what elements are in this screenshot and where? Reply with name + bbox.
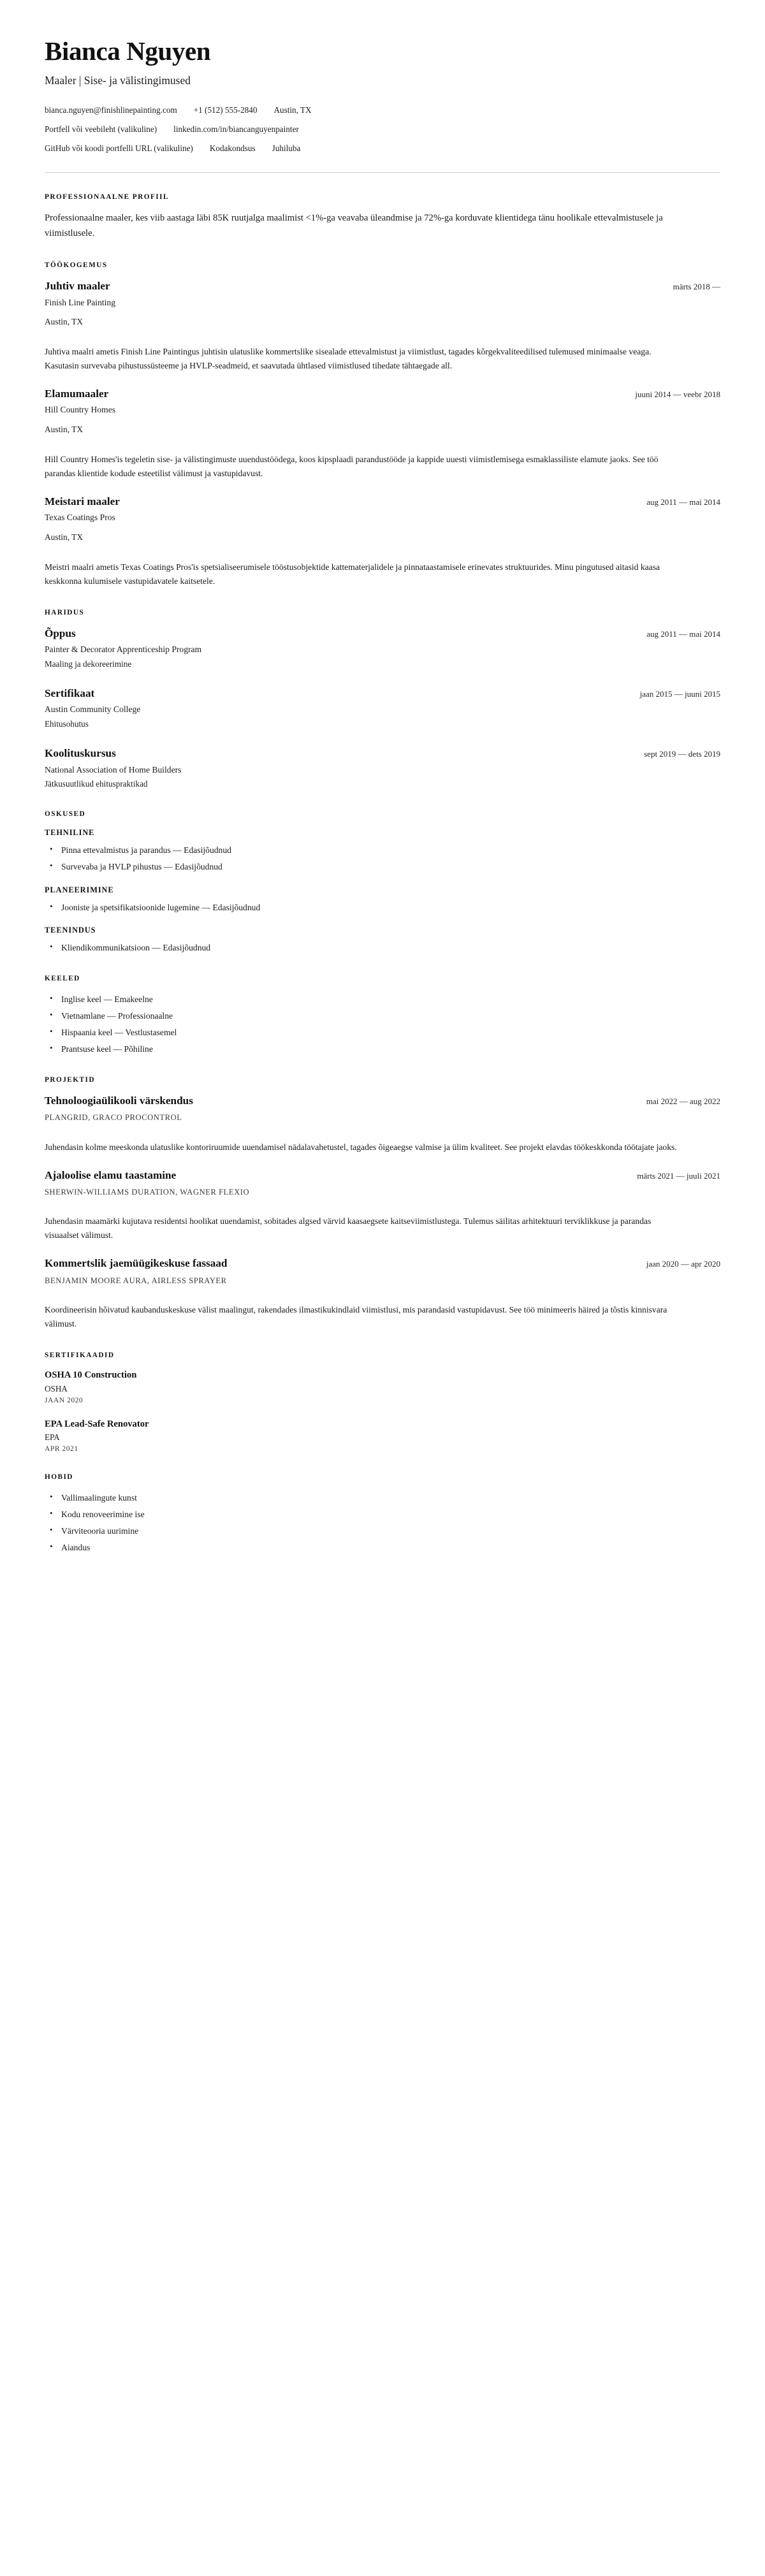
- certificate-date: APR 2021: [45, 1444, 78, 1453]
- certificate-issuer: EPA: [45, 1432, 60, 1443]
- project-entry: [45, 1168, 720, 1243]
- section-title-hobbies: HOBID: [45, 1473, 73, 1481]
- job-location: Austin, TX: [45, 532, 84, 542]
- hobby-item: • Aiandus: [45, 1541, 720, 1554]
- education-date-range: aug 2011 — mai 2014: [646, 629, 720, 639]
- education-entry-head: [45, 627, 720, 641]
- job-description: Meistri maalri ametis Texas Coatings Pros'is spetsialiseerumisele tööstusobjektide kattematerjalidele ja pinnataastamisele erinevates struktuurides. Minu pingutused aitasid kaasa keskkonna kulumisele vastupidavatele kaitsetele.: [45, 562, 660, 586]
- experience-entry-head: [45, 495, 720, 509]
- education-entry: [45, 746, 720, 790]
- skill-item: • Kliendikommunikatsioon — Edasijõudnud: [45, 941, 720, 954]
- section-languages: [45, 975, 720, 1056]
- education-institution: Austin Community College: [45, 704, 141, 715]
- section-title-projects: PROJEKTID: [45, 1075, 95, 1084]
- contact-portfolio-placeholder[interactable]: Portfell või veebileht (valikuline): [45, 124, 157, 134]
- job-title: Elamumaaler: [45, 388, 109, 400]
- job-location: Austin, TX: [45, 425, 84, 435]
- experience-entry-head: [45, 279, 720, 293]
- education-field: Maaling ja dekoreerimine: [45, 659, 132, 669]
- certificate-name: EPA Lead-Safe Renovator: [45, 1418, 149, 1429]
- project-entry: [45, 1256, 720, 1331]
- hobby-list: [45, 1491, 720, 1554]
- skill-item: • Pinna ettevalmistus ja parandus — Edasijõudnud: [45, 843, 720, 857]
- contact-citizenship: Kodakondsus: [209, 143, 256, 153]
- contact-email[interactable]: bianca.nguyen@finishlinepainting.com: [45, 105, 177, 115]
- education-degree: Õppus: [45, 627, 76, 639]
- skill-list: [45, 901, 720, 914]
- project-title: Ajaloolise elamu taastamine: [45, 1168, 177, 1181]
- section-title-languages: KEELED: [45, 974, 80, 982]
- job-title: Meistari maaler: [45, 495, 120, 507]
- job-title: Juhtiv maaler: [45, 280, 110, 293]
- job-date-range: aug 2011 — mai 2014: [646, 497, 720, 507]
- skill-group: [45, 926, 720, 954]
- skill-group: [45, 828, 720, 873]
- education-entry: [45, 687, 720, 730]
- education-date-range: sept 2019 — dets 2019: [644, 749, 720, 759]
- job-date-range: märts 2018 —: [673, 282, 720, 292]
- project-tools: BENJAMIN MOORE AURA, AIRLESS SPRAYER: [45, 1276, 227, 1285]
- project-description: Juhendasin maamärki kujutava residentsi hoolikat uuendamist, sobitades algsed värvid kaasaegsete kaitseviimistlustega. Tulemus säilitas arhitektuuri terviklikkuse ja parandas visuaalset välimust.: [45, 1216, 652, 1241]
- certificate-date: JAAN 2020: [45, 1395, 84, 1404]
- project-entry: [45, 1094, 720, 1154]
- hobby-item: • Vallimaalingute kunst: [45, 1491, 720, 1504]
- skill-group-title: TEENINDUS: [45, 925, 96, 935]
- contact-drivers-license: Juhiluba: [272, 143, 301, 153]
- project-date-range: märts 2021 — juuli 2021: [637, 1170, 720, 1181]
- section-title-experience: TÖÖKOGEMUS: [45, 261, 108, 270]
- contact-info: [45, 104, 720, 154]
- contact-row-primary: [45, 104, 720, 116]
- project-entry-head: [45, 1256, 720, 1270]
- education-entry-head: [45, 687, 720, 701]
- education-field: Jätkusuutlikud ehituspraktikad: [45, 779, 148, 789]
- certificate-entry: [45, 1418, 720, 1453]
- section-profile: [45, 193, 720, 241]
- section-skills: [45, 810, 720, 954]
- education-field: Ehitusohutus: [45, 719, 89, 729]
- project-tools: PLANGRID, GRACO PROCONTROL: [45, 1113, 182, 1123]
- skill-group-title: TEHNILINE: [45, 828, 95, 838]
- project-entry-head: [45, 1094, 720, 1108]
- education-institution: National Association of Home Builders: [45, 764, 182, 775]
- certificate-name: OSHA 10 Construction: [45, 1369, 137, 1380]
- contact-linkedin[interactable]: linkedin.com/in/biancanguyenpainter: [173, 124, 299, 134]
- job-date-range: juuni 2014 — veebr 2018: [635, 389, 720, 400]
- education-entry-head: [45, 746, 720, 760]
- certificate-issuer: OSHA: [45, 1383, 68, 1394]
- candidate-name: Bianca Nguyen: [45, 36, 211, 66]
- section-title-education: HARIDUS: [45, 608, 85, 616]
- experience-entry: [45, 495, 720, 588]
- section-projects: [45, 1076, 720, 1331]
- project-tools: SHERWIN-WILLIAMS DURATION, WAGNER FLEXIO: [45, 1187, 250, 1197]
- hobby-item: • Kodu renoveerimine ise: [45, 1508, 720, 1521]
- contact-github-placeholder[interactable]: GitHub või koodi portfelli URL (valikuline): [45, 143, 193, 153]
- section-experience: [45, 261, 720, 588]
- project-date-range: jaan 2020 — apr 2020: [646, 1259, 720, 1269]
- section-education: [45, 609, 720, 790]
- education-entry: [45, 627, 720, 670]
- skill-group-title: PLANEERIMINE: [45, 885, 114, 894]
- project-description: Koordineerisin hõivatud kaubanduskeskuse välist maalingut, rakendades ilmastikukindlaid viimistlusi, mis parandasid vastupidavust. See töö minimeeris häired ja tõstis kinnisvara välimust.: [45, 1304, 667, 1328]
- job-location: Austin, TX: [45, 317, 84, 327]
- profile-summary-text: Professionaalne maaler, kes viib aastaga läbi 85K ruutjalga maalimist <1%-ga veavaba üleandmise ja 72%-ga korduvate klientidega tänu hoolikale ettevalmistusele ja viimistlusele.: [45, 212, 663, 238]
- language-item: • Inglise keel — Emakeelne: [45, 993, 720, 1006]
- project-title: Tehnoloogiaülikooli värskendus: [45, 1094, 193, 1107]
- hobby-item: • Värviteooria uurimine: [45, 1524, 720, 1538]
- skill-item: • Survevaba ja HVLP pihustus — Edasijõudnud: [45, 860, 720, 873]
- certificate-entry: [45, 1369, 720, 1404]
- header-divider: [45, 172, 720, 173]
- skill-group: [45, 885, 720, 914]
- education-institution: Painter & Decorator Apprenticeship Program: [45, 644, 202, 655]
- language-item: • Prantsuse keel — Põhiline: [45, 1042, 720, 1056]
- education-degree: Koolituskursus: [45, 747, 116, 760]
- language-item: • Vietnamlane — Professionaalne: [45, 1009, 720, 1022]
- job-company: Finish Line Painting: [45, 297, 116, 307]
- contact-row-extra: [45, 142, 720, 154]
- job-description: Juhtiva maalri ametis Finish Line Paintingus juhtisin ulatuslike kommertslike sisealade ettevalmistust ja viimistlust, tagades kõrgekvaliteedilised tulemused minimaalse veaga. Kasutasin survevaba pihustussüsteeme ja HVLP-seadmeid, et saavutada ühtlased viimistlused tihedate tähtaegade all.: [45, 347, 652, 371]
- experience-entry: [45, 387, 720, 481]
- project-date-range: mai 2022 — aug 2022: [646, 1096, 720, 1106]
- job-company: Texas Coatings Pros: [45, 513, 115, 523]
- language-item: • Hispaania keel — Vestlustasemel: [45, 1026, 720, 1039]
- language-list: [45, 993, 720, 1056]
- project-description: Juhendasin kolme meeskonda ulatuslike kontoriruumide uuendamisel nädalavahetustel, tagades õigeaegse valmise ja ülim kvaliteet. See projekt elavdas töökeskkonda töötajate jaoks.: [45, 1142, 677, 1152]
- job-company: Hill Country Homes: [45, 405, 116, 415]
- section-title-certificates: SERTIFIKAADID: [45, 1351, 115, 1359]
- section-title-profile: PROFESSIONAALNE PROFIIL: [45, 193, 169, 201]
- resume-header: [45, 37, 720, 154]
- skill-list: [45, 843, 720, 873]
- section-hobbies: [45, 1473, 720, 1554]
- project-title: Kommertslik jaemüügikeskuse fassaad: [45, 1257, 228, 1270]
- education-degree: Sertifikaat: [45, 687, 95, 700]
- project-entry-head: [45, 1168, 720, 1182]
- candidate-headline: Maaler | Sise- ja välistingimused: [45, 73, 191, 87]
- skill-item: • Jooniste ja spetsifikatsioonide lugemine — Edasijõudnud: [45, 901, 720, 914]
- experience-entry: [45, 279, 720, 373]
- experience-entry-head: [45, 387, 720, 401]
- contact-location: Austin, TX: [273, 105, 312, 115]
- section-certificates: [45, 1351, 720, 1453]
- contact-row-portfolio: [45, 123, 720, 135]
- contact-phone[interactable]: +1 (512) 555-2840: [193, 105, 258, 115]
- education-date-range: jaan 2015 — juuni 2015: [639, 689, 720, 699]
- job-description: Hill Country Homes'is tegeletin sise- ja välistingimuste uuendustöödega, koos kipsplaadi parandustööde ja kappide uuesti viimistlemisega esmaklassiliste elamute jaoks. See töö parandas klientide kodude esteetilist välimust ja vastupidavust.: [45, 454, 659, 478]
- section-title-skills: OSKUSED: [45, 810, 86, 819]
- skill-list: [45, 941, 720, 954]
